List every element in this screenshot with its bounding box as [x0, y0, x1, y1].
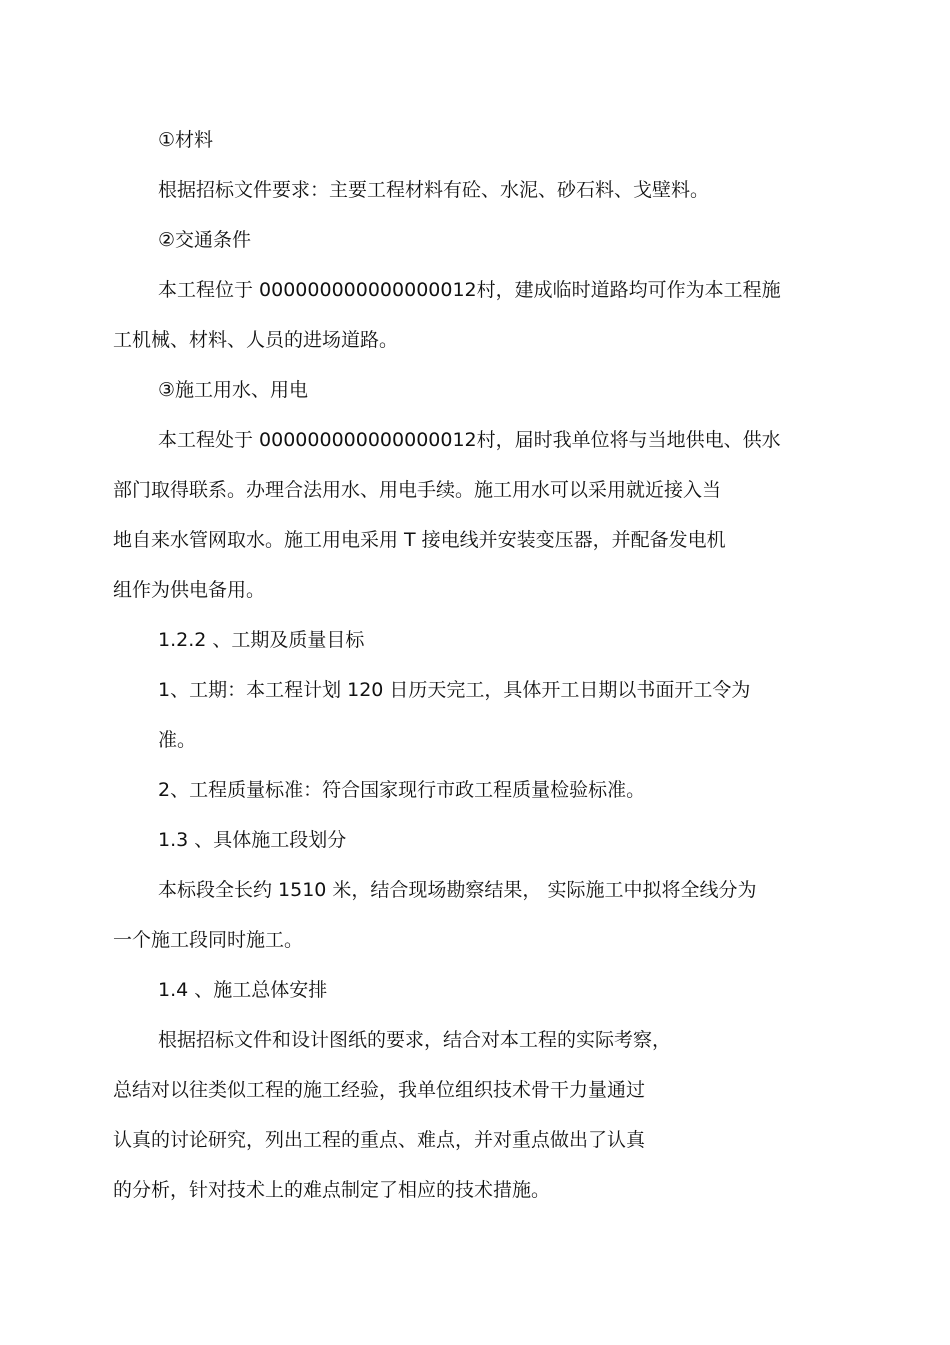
- paragraph-line: 地自来水管网取水。施工用电采用 T 接电线并安装变压器，并配备发电机: [113, 529, 726, 551]
- heading-traffic: ②交通条件: [158, 229, 252, 251]
- paragraph-line: 工机械、材料、人员的进场道路。: [113, 329, 399, 351]
- section-heading: 1.3 、具体施工段划分: [158, 829, 347, 851]
- paragraph-line: 组作为供电备用。: [113, 579, 266, 601]
- paragraph-line: 根据招标文件和设计图纸的要求，结合对本工程的实际考察，: [158, 1029, 672, 1051]
- heading-materials: ①材料: [158, 129, 214, 151]
- paragraph-line: 的分析，针对技术上的难点制定了相应的技术措施。: [113, 1179, 551, 1201]
- list-item-continuation: 准。: [158, 729, 197, 751]
- paragraph-line: 一个施工段同时施工。: [113, 929, 304, 951]
- paragraph-line: 本工程位于 000000000000000012村，建成临时道路均可作为本工程施: [158, 279, 781, 301]
- paragraph-line: 本工程处于 000000000000000012村，届时我单位将与当地供电、供水: [158, 429, 781, 451]
- paragraph-line: 部门取得联系。办理合法用水、用电手续。施工用水可以采用就近接入当: [113, 479, 722, 501]
- paragraph-line: 本标段全长约 1510 米，结合现场勘察结果， 实际施工中拟将全线分为: [158, 879, 757, 901]
- paragraph-line: 认真的讨论研究，列出工程的重点、难点，并对重点做出了认真: [113, 1129, 646, 1151]
- section-heading: 1.2.2 、工期及质量目标: [158, 629, 365, 651]
- paragraph-line: 总结对以往类似工程的施工经验，我单位组织技术骨干力量通过: [113, 1079, 646, 1101]
- list-item: 1、工期：本工程计划 120 日历天完工，具体开工日期以书面开工令为: [158, 679, 751, 701]
- section-heading: 1.4 、施工总体安排: [158, 979, 328, 1001]
- heading-water-power: ③施工用水、用电: [158, 379, 309, 401]
- list-item: 2、工程质量标准：符合国家现行市政工程质量检验标准。: [158, 779, 646, 801]
- paragraph-line: 根据招标文件要求：主要工程材料有砼、水泥、砂石料、戈壁料。: [158, 179, 710, 201]
